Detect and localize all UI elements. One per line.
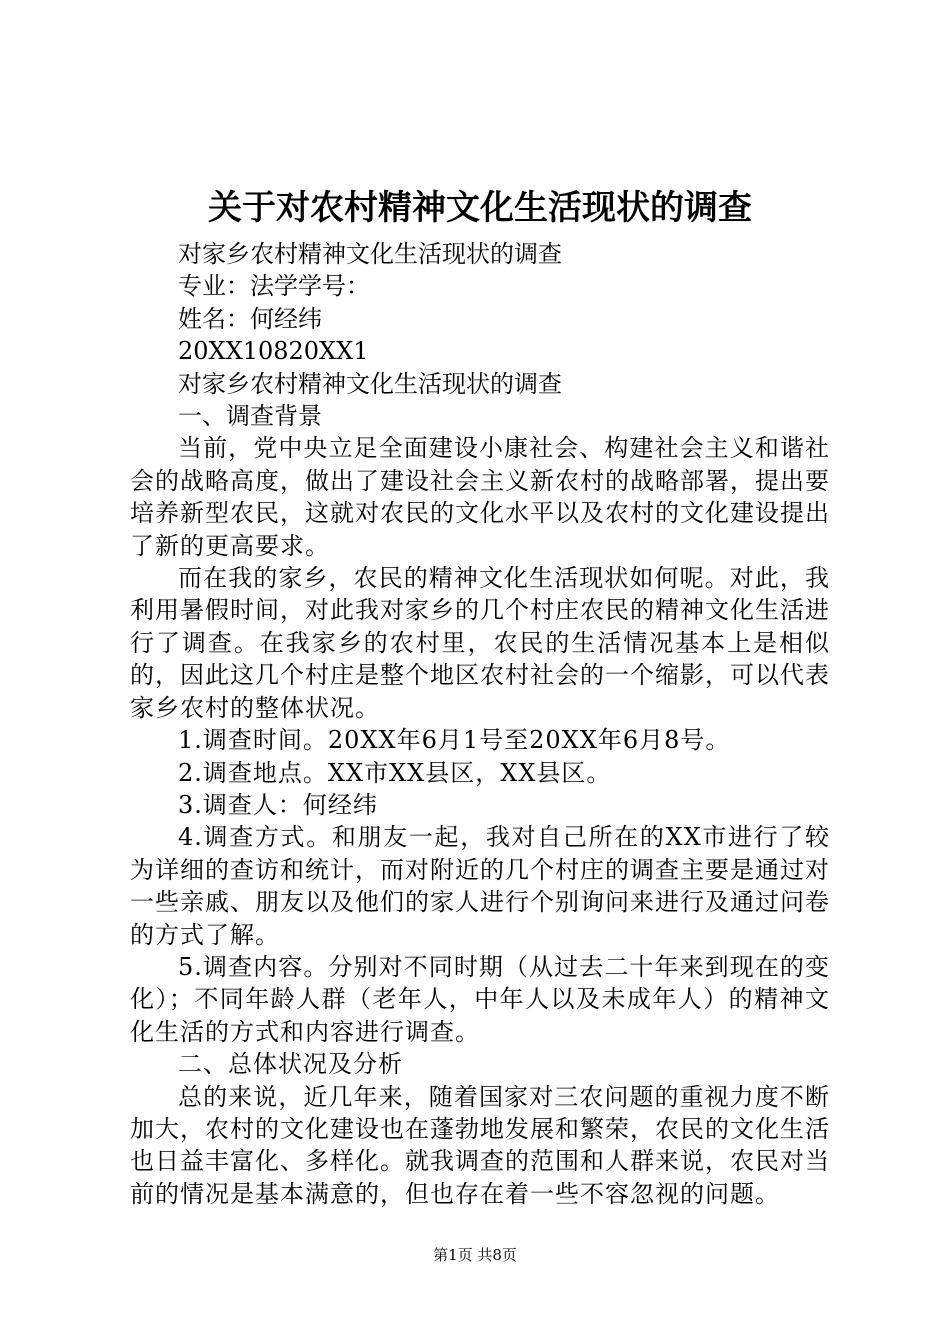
- document-page: [130, 180, 830, 1210]
- list-item-method: 4.调查方式。和朋友一起，我对自己所在的XX市进行了较为详细的查访和统计，而对附近的几个村庄的调查主要是通过对一些亲戚、朋友以及他们的家人进行个别询问来进行及通过问卷的方式了解。: [130, 823, 830, 949]
- section-heading-overview: 二、总体状况及分析: [178, 1050, 403, 1079]
- student-id-line: 20XX10820XX1: [178, 337, 369, 366]
- list-item-content: 5.调查内容。分别对不同时期（从过去二十年来到现在的变化）；不同年龄人群（老年人，中年人以及未成年人）的精神文化生活的方式和内容进行调查。: [130, 952, 830, 1046]
- subtitle-line: 对家乡农村精神文化生活现状的调查: [178, 240, 562, 268]
- section-heading-background: 一、调查背景: [178, 402, 322, 431]
- paragraph-hometown: 而在我的家乡，农民的精神文化生活现状如何呢。对此，我利用暑假时间，对此我对家乡的几个村庄农民的精神文化生活进行了调查。在我家乡的农村里，农民的生活情况基本上是相似的，因此这几个村庄是整个地区农村社会的一个缩影，可以代表家乡农村的整体状况。: [130, 564, 830, 722]
- name-line: 姓名：何经纬: [178, 304, 322, 333]
- paragraph-background: 当前，党中央立足全面建设小康社会、构建社会主义和谐社会的战略高度，做出了建设社会主义新农村的战略部署，提出要培养新型农民，这就对农民的文化水平以及农村的文化建设提出了新的更高要求。: [130, 434, 830, 560]
- list-item-time: 1.调查时间。20XX年6月1号至20XX年6月8号。: [178, 726, 731, 755]
- major-line: 专业：法学学号：: [178, 272, 370, 301]
- repeated-subtitle-line: 对家乡农村精神文化生活现状的调查: [178, 369, 562, 398]
- list-item-investigator: 3.调查人：何经纬: [178, 790, 378, 819]
- paragraph-overview: 总的来说，近几年来，随着国家对三农问题的重视力度不断加大，农村的文化建设也在蓬勃地发展和繁荣，农民的文化生活也日益丰富化、多样化。就我调查的范围和人群来说，农民对当前的情况是基本满意的，但也存在着一些不容忽视的问题。: [130, 1082, 830, 1208]
- document-title: 关于对农村精神文化生活现状的调查: [208, 188, 752, 228]
- page-number-footer: 第1页 共8页: [433, 1246, 517, 1264]
- list-item-location: 2.调查地点。XX市XX县区，XX县区。: [178, 758, 612, 787]
